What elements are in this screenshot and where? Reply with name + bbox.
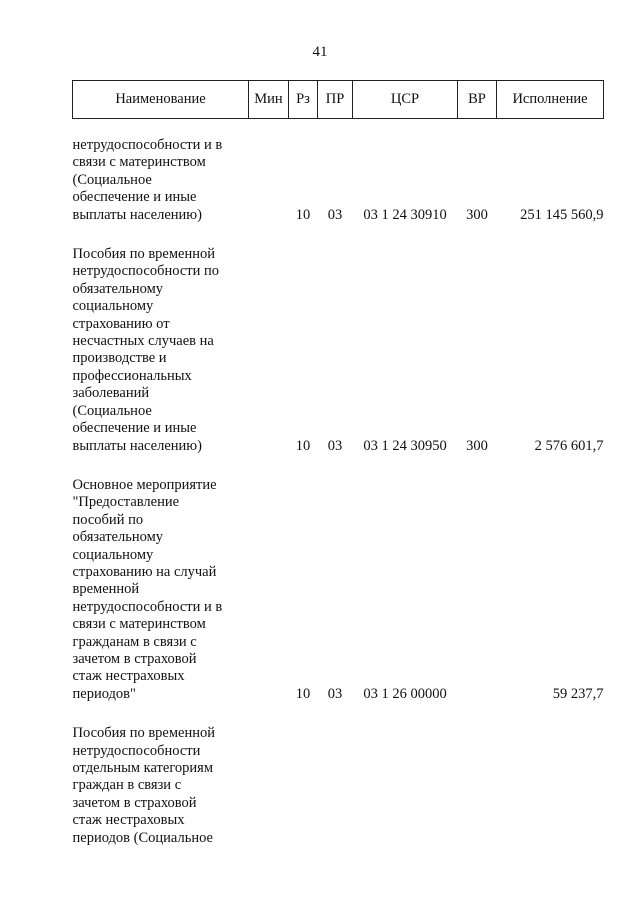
header-name: Наименование <box>73 81 249 119</box>
table-row <box>73 246 604 455</box>
row-name-line: (Социальное <box>72 171 152 188</box>
row-name <box>73 477 249 703</box>
row-pr: 03 <box>327 206 343 223</box>
row-pr: 03 <box>327 685 343 702</box>
row-name-line: "Предоставление <box>72 494 180 511</box>
row-rz: 10 <box>295 206 311 223</box>
row-min <box>249 725 289 847</box>
row-name-line: выплаты населению) <box>72 437 202 454</box>
table-header-row <box>73 81 604 119</box>
row-vr <box>458 725 497 847</box>
row-vr <box>458 477 497 703</box>
row-rz <box>289 725 318 847</box>
row-name <box>73 725 249 847</box>
row-name-line: обязательному <box>72 280 164 297</box>
row-name <box>73 246 249 455</box>
row-name-line: социальному <box>72 298 154 315</box>
row-name-line: граждан в связи с <box>72 777 182 794</box>
header-rz: Рз <box>289 81 318 119</box>
row-name-line: заболеваний <box>72 385 150 402</box>
row-csr: 03 1 24 30910 <box>363 206 447 223</box>
row-csr: 03 1 26 00000 <box>363 685 447 702</box>
row-name-line: Пособия по временной <box>72 725 216 742</box>
row-name-line: зачетом в страховой <box>72 794 197 811</box>
header-min: Мин <box>249 81 289 119</box>
row-name-line: обязательному <box>72 529 164 546</box>
row-name-line: зачетом в страховой <box>72 650 197 667</box>
row-name-line: Основное мероприятие <box>72 476 217 493</box>
row-name-line: стаж нестраховых <box>72 668 185 685</box>
header-csr: ЦСР <box>353 81 458 119</box>
row-pr: 03 <box>327 437 343 454</box>
row-name-line: обеспечение и иные <box>72 189 197 206</box>
page-number: 41 <box>312 44 328 60</box>
header-vr: ВР <box>458 81 497 119</box>
row-name-line: отдельным категориям <box>72 760 214 776</box>
row-name-line: нетрудоспособности по <box>72 263 220 280</box>
row-name-line: профессиональных <box>72 367 192 384</box>
row-name-line: гражданам в связи с <box>72 633 197 650</box>
budget-table <box>72 80 604 847</box>
row-name <box>73 119 249 225</box>
row-name-line: обеспечение и иные <box>72 420 197 437</box>
row-name-line: стаж нестраховых <box>72 812 185 829</box>
row-name-line: периодов (Социальное <box>72 829 213 846</box>
row-amount: 251 145 560,9 <box>520 206 604 223</box>
table-row <box>73 725 604 847</box>
row-name-line: производстве и <box>72 350 167 367</box>
table-row <box>73 119 604 225</box>
row-vr: 300 <box>466 437 488 454</box>
row-csr: 03 1 24 30950 <box>363 437 447 454</box>
row-amount: 59 237,7 <box>552 685 604 702</box>
row-amount: 2 576 601,7 <box>534 437 604 454</box>
row-name-line: Пособия по временной <box>72 246 216 263</box>
row-name-line: временной <box>72 581 140 598</box>
row-min <box>249 119 289 225</box>
row-name-line: связи с материнством <box>72 616 206 633</box>
row-name-line: нетрудоспособности и в <box>72 137 223 153</box>
table-row <box>73 477 604 703</box>
row-rz: 10 <box>295 437 311 454</box>
header-amount: Исполнение <box>497 81 604 119</box>
row-vr: 300 <box>466 206 488 223</box>
row-rz: 10 <box>295 685 311 702</box>
row-name-line: социальному <box>72 546 154 563</box>
row-name-line: нетрудоспособности и в <box>72 598 223 615</box>
row-name-line: пособий по <box>72 511 144 528</box>
row-min <box>249 246 289 455</box>
row-name-line: несчастных случаев на <box>72 333 214 350</box>
row-name-line: страхованию от <box>72 315 170 332</box>
row-name-line: выплаты населению) <box>72 206 202 223</box>
row-name-line: периодов" <box>72 685 136 702</box>
header-pr: ПР <box>318 81 353 119</box>
row-pr <box>318 725 353 847</box>
row-name-line: связи с материнством <box>72 154 206 171</box>
row-name-line: (Социальное <box>72 402 152 419</box>
row-csr <box>353 725 458 847</box>
row-name-line: нетрудоспособности <box>72 742 201 759</box>
row-min <box>249 477 289 703</box>
row-name-line: страхованию на случай <box>72 563 217 580</box>
row-amount <box>497 725 604 847</box>
